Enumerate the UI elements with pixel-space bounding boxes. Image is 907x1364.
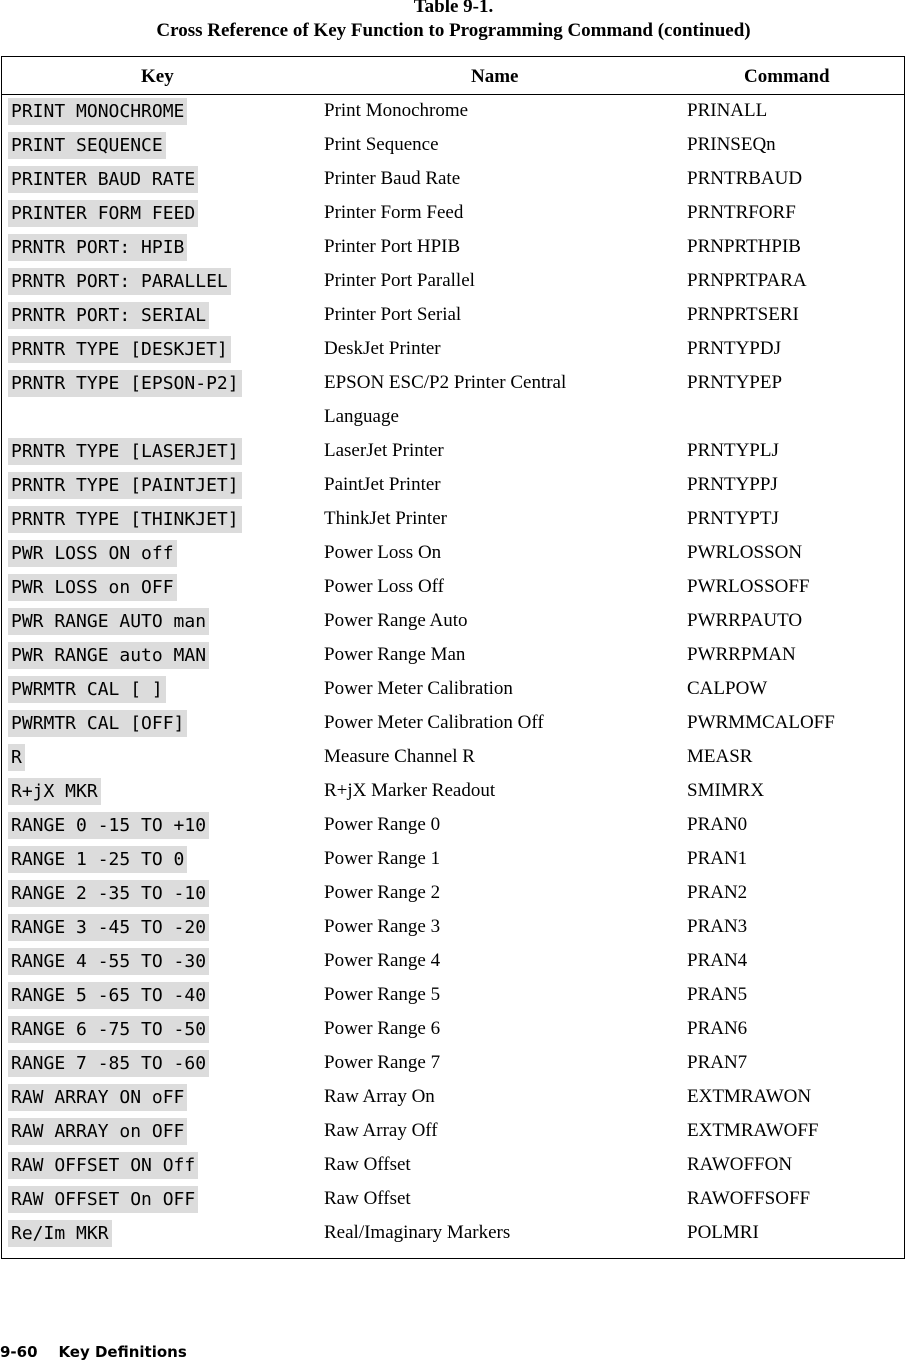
table-row (2, 1013, 904, 1047)
table-row (2, 333, 904, 367)
function-name: Measure Channel R (324, 746, 475, 767)
function-name: LaserJet Printer (324, 440, 444, 461)
programming-command: RAWOFFON (687, 1154, 793, 1175)
page-footer (0, 1342, 187, 1362)
programming-command: PRNTYPEP (687, 372, 783, 393)
table-row (2, 605, 904, 639)
table-row (2, 299, 904, 333)
function-name: Power Range Man (324, 644, 466, 665)
table-row (2, 95, 904, 129)
function-name: Raw Offset (324, 1188, 411, 1209)
function-name: Printer Port Serial (324, 304, 462, 325)
programming-command: MEASR (687, 746, 753, 767)
function-name: Raw Offset (324, 1154, 411, 1175)
table-row (2, 435, 904, 469)
table-row (2, 809, 904, 843)
programming-command: EXTMRAWON (687, 1086, 812, 1107)
page-number: 9-60 (0, 1343, 38, 1361)
table-row (2, 265, 904, 299)
softkey-label: RANGE 7 -85 TO -60 (8, 1050, 209, 1077)
programming-command: PWRMMCALOFF (687, 712, 835, 733)
softkey-label: PRNTR TYPE [DESKJET] (8, 336, 231, 363)
programming-command: PRAN5 (687, 984, 748, 1005)
table-row (2, 911, 904, 945)
programming-command: POLMRI (687, 1222, 759, 1243)
softkey-label: PWR LOSS on OFF (8, 574, 177, 601)
programming-command: PRNPRTSERI (687, 304, 799, 325)
table-row (2, 1081, 904, 1115)
function-name: Power Loss On (324, 542, 442, 563)
programming-command: PRNTRFORF (687, 202, 796, 223)
softkey-label: RANGE 2 -35 TO -10 (8, 880, 209, 907)
table-title: Cross Reference of Key Function to Programming Command (continued) (156, 20, 751, 41)
softkey-label: RANGE 5 -65 TO -40 (8, 982, 209, 1009)
softkey-label: PRNTR PORT: HPIB (8, 234, 187, 261)
table-row (2, 163, 904, 197)
table-row (2, 1047, 904, 1081)
softkey-label: PRINTER BAUD RATE (8, 166, 198, 193)
softkey-label: PWR LOSS ON off (8, 540, 177, 567)
function-name: PaintJet Printer (324, 474, 441, 495)
table-row (2, 1149, 904, 1183)
softkey-label: R+jX MKR (8, 778, 101, 805)
function-name: Power Range 6 (324, 1018, 441, 1039)
function-name: Print Sequence (324, 134, 439, 155)
table-row (2, 673, 904, 707)
function-name: Printer Port Parallel (324, 270, 475, 291)
softkey-label: Re/Im MKR (8, 1220, 112, 1247)
table-row (2, 1115, 904, 1149)
table-row (2, 707, 904, 741)
programming-command: PWRRPAUTO (687, 610, 803, 631)
programming-command: PWRRPMAN (687, 644, 796, 665)
column-header-name: Name (471, 66, 519, 87)
programming-command: EXTMRAWOFF (687, 1120, 819, 1141)
function-name-continued: Language (324, 406, 399, 427)
programming-command: PRAN0 (687, 814, 748, 835)
programming-command: CALPOW (687, 678, 768, 699)
table-number: Table 9-1. (413, 0, 494, 17)
table-row (2, 639, 904, 673)
softkey-label: PRNTR TYPE [THINKJET] (8, 506, 242, 533)
softkey-label: RANGE 0 -15 TO +10 (8, 812, 209, 839)
softkey-label: PWR RANGE AUTO man (8, 608, 209, 635)
function-name: Power Range 5 (324, 984, 441, 1005)
softkey-label: PRINT MONOCHROME (8, 98, 187, 125)
programming-command: PRAN6 (687, 1018, 748, 1039)
table-row (2, 503, 904, 537)
table-row (2, 877, 904, 911)
softkey-label: R (8, 744, 25, 771)
function-name: Power Range 7 (324, 1052, 441, 1073)
table-row (2, 1217, 904, 1251)
table-row (2, 1183, 904, 1217)
softkey-label: RAW ARRAY ON oFF (8, 1084, 187, 1111)
function-name: Printer Baud Rate (324, 168, 461, 189)
programming-command: PRINSEQn (687, 134, 776, 155)
function-name: Raw Array On (324, 1086, 435, 1107)
programming-command: PRNPRTPARA (687, 270, 807, 291)
section-title: Key Definitions (58, 1343, 187, 1361)
function-name: DeskJet Printer (324, 338, 441, 359)
programming-command: PRAN3 (687, 916, 748, 937)
column-header-command: Command (744, 66, 830, 87)
programming-command: PRNTYPDJ (687, 338, 781, 359)
function-name: R+jX Marker Readout (324, 780, 496, 801)
function-name: Real/Imaginary Markers (324, 1222, 511, 1243)
softkey-label: RANGE 6 -75 TO -50 (8, 1016, 209, 1043)
programming-command: PRNTRBAUD (687, 168, 803, 189)
softkey-label: RANGE 1 -25 TO 0 (8, 846, 187, 873)
table-row (2, 945, 904, 979)
programming-command: SMIMRX (687, 780, 765, 801)
programming-command: PRAN2 (687, 882, 748, 903)
programming-command: PWRLOSSON (687, 542, 803, 563)
programming-command: PRAN7 (687, 1052, 748, 1073)
softkey-label: RAW OFFSET On OFF (8, 1186, 198, 1213)
table-row (2, 129, 904, 163)
table-row (2, 231, 904, 265)
function-name: Power Meter Calibration (324, 678, 513, 699)
function-name: Power Loss Off (324, 576, 444, 597)
function-name: Printer Port HPIB (324, 236, 461, 257)
programming-command: PRNTYPLJ (687, 440, 779, 461)
cross-reference-table (1, 56, 905, 1259)
function-name: Power Meter Calibration Off (324, 712, 544, 733)
softkey-label: PRINT SEQUENCE (8, 132, 166, 159)
programming-command: PRNTYPPJ (687, 474, 778, 495)
table-row (2, 367, 904, 435)
softkey-label: PWRMTR CAL [ ] (8, 676, 166, 703)
softkey-label: PRNTR TYPE [LASERJET] (8, 438, 242, 465)
softkey-label: RANGE 4 -55 TO -30 (8, 948, 209, 975)
softkey-label: PRINTER FORM FEED (8, 200, 198, 227)
softkey-label: RANGE 3 -45 TO -20 (8, 914, 209, 941)
programming-command: PWRLOSSOFF (687, 576, 810, 597)
function-name: ThinkJet Printer (324, 508, 447, 529)
programming-command: RAWOFFSOFF (687, 1188, 811, 1209)
function-name: Power Range 1 (324, 848, 441, 869)
softkey-label: PRNTR PORT: PARALLEL (8, 268, 231, 295)
table-row (2, 775, 904, 809)
softkey-label: PRNTR PORT: SERIAL (8, 302, 209, 329)
softkey-label: RAW ARRAY on OFF (8, 1118, 187, 1145)
programming-command: PRNPRTHPIB (687, 236, 801, 257)
function-name: Printer Form Feed (324, 202, 464, 223)
softkey-label: RAW OFFSET ON Off (8, 1152, 198, 1179)
programming-command: PRAN4 (687, 950, 748, 971)
table-row (2, 537, 904, 571)
softkey-label: PRNTR TYPE [PAINTJET] (8, 472, 242, 499)
column-header-key: Key (141, 66, 174, 87)
function-name: Power Range Auto (324, 610, 468, 631)
function-name: Power Range 4 (324, 950, 441, 971)
table-row (2, 741, 904, 775)
function-name: Raw Array Off (324, 1120, 438, 1141)
function-name: EPSON ESC/P2 Printer Central (324, 372, 567, 393)
table-row (2, 469, 904, 503)
function-name: Print Monochrome (324, 100, 469, 121)
table-row (2, 979, 904, 1013)
table-row (2, 571, 904, 605)
function-name: Power Range 0 (324, 814, 441, 835)
programming-command: PRINALL (687, 100, 768, 121)
table-row (2, 843, 904, 877)
programming-command: PRAN1 (687, 848, 748, 869)
function-name: Power Range 3 (324, 916, 441, 937)
table-row (2, 197, 904, 231)
softkey-label: PWRMTR CAL [OFF] (8, 710, 187, 737)
function-name: Power Range 2 (324, 882, 441, 903)
softkey-label: PWR RANGE auto MAN (8, 642, 209, 669)
softkey-label: PRNTR TYPE [EPSON-P2] (8, 370, 242, 397)
programming-command: PRNTYPTJ (687, 508, 779, 529)
